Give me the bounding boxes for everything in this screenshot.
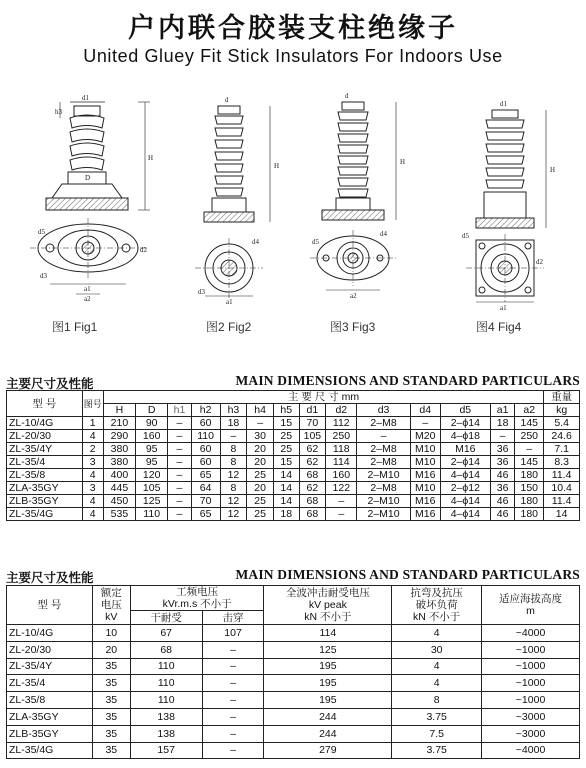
table-cell: 15 <box>273 456 299 469</box>
model-cell: ZLB-35GY <box>7 725 93 742</box>
col-header-model: 型 号 <box>7 586 93 625</box>
table-cell: 195 <box>264 692 392 709</box>
fig1-label-a1: a1 <box>84 285 91 293</box>
table-cell: 112 <box>326 417 357 430</box>
table-cell: 25 <box>247 469 274 482</box>
fig2-drawing <box>195 106 270 298</box>
table-cell: 46 <box>490 469 514 482</box>
table-cell: 105 <box>299 430 326 443</box>
table-cell: 46 <box>490 508 514 521</box>
table-cell: 118 <box>326 443 357 456</box>
col-header-h4: h4 <box>247 404 274 417</box>
table-cell: 4–ϕ14 <box>440 495 490 508</box>
col-header-a1: a1 <box>490 404 514 417</box>
table-cell: – <box>168 495 191 508</box>
table-cell: 122 <box>326 482 357 495</box>
table-cell: 20 <box>247 443 274 456</box>
table-row <box>7 725 580 742</box>
model-cell: ZL-20/30 <box>7 430 83 443</box>
model-cell: ZL-35/4G <box>7 508 83 521</box>
table-cell: 35 <box>92 742 130 759</box>
bending-line-3: kN 不小于 <box>413 611 461 623</box>
page-title-cn: 户内联合胶装支柱绝缘子 <box>128 13 458 44</box>
table-cell: 46 <box>490 495 514 508</box>
figures-area <box>0 88 586 350</box>
table-cell: 14 <box>273 482 299 495</box>
table-cell: 138 <box>130 708 202 725</box>
table-cell: 5.4 <box>544 417 580 430</box>
table-cell: 125 <box>136 495 168 508</box>
table-cell: 2–M8 <box>357 482 410 495</box>
table-cell: M10 <box>410 482 440 495</box>
table-cell: 10.4 <box>544 482 580 495</box>
table-cell: 18 <box>490 417 514 430</box>
table-cell: 125 <box>264 641 392 658</box>
table-cell: ~1000 <box>482 675 580 692</box>
fig1-label-d1: d1 <box>82 94 89 102</box>
fig1-label-d2: d2 <box>140 246 147 254</box>
table-cell: 90 <box>136 417 168 430</box>
table2-section-title-cn: 主要尺寸及性能 <box>6 570 94 585</box>
table-cell: 114 <box>264 625 392 642</box>
table-cell: 279 <box>264 742 392 759</box>
table-cell: 2–M10 <box>357 495 410 508</box>
table-cell: 35 <box>92 708 130 725</box>
table-cell: 62 <box>299 443 326 456</box>
col-header-d4: d4 <box>410 404 440 417</box>
table-cell: 20 <box>247 482 274 495</box>
table-cell: 2–M8 <box>357 417 410 430</box>
table-cell: – <box>202 675 264 692</box>
performance-table <box>6 585 580 759</box>
table-cell: 2 <box>82 443 103 456</box>
model-cell: ZL-35/8 <box>7 692 93 709</box>
table-cell: 30 <box>247 430 274 443</box>
fig2-caption: 图2 Fig2 <box>206 320 252 334</box>
col-header-h5: h5 <box>273 404 299 417</box>
fig2-label-H: H <box>274 162 280 170</box>
table-cell: 2–ϕ14 <box>440 417 490 430</box>
table-cell: – <box>202 708 264 725</box>
table-cell: ~4000 <box>482 625 580 642</box>
table-cell: – <box>202 692 264 709</box>
table-cell: 250 <box>326 430 357 443</box>
col-header-D: D <box>136 404 168 417</box>
model-cell: ZLB-35GY <box>7 495 83 508</box>
table-cell: 65 <box>191 469 220 482</box>
col-header-kg: kg <box>544 404 580 417</box>
table-cell: 2–M8 <box>357 456 410 469</box>
table-cell: 244 <box>264 725 392 742</box>
table-cell: 36 <box>490 443 514 456</box>
table-cell: ~1000 <box>482 692 580 709</box>
table-row <box>7 456 580 469</box>
table-row <box>7 443 580 456</box>
fig3-label-a2: a2 <box>350 292 357 300</box>
table-cell: 70 <box>191 495 220 508</box>
table-cell: 14 <box>544 508 580 521</box>
table-cell: 60 <box>191 456 220 469</box>
fig2-label-a1: a1 <box>226 298 233 306</box>
col-header-d2: d2 <box>326 404 357 417</box>
table-cell: 60 <box>191 443 220 456</box>
altitude-line-2: m <box>526 605 535 617</box>
col-header-model: 型 号 <box>7 391 83 417</box>
col-header-puncture: 击穿 <box>202 611 264 625</box>
table-cell: 35 <box>92 658 130 675</box>
table-row <box>7 692 580 709</box>
table-cell: 65 <box>191 508 220 521</box>
fig4-drawing <box>466 110 546 302</box>
table-cell: – <box>168 469 191 482</box>
fig1-label-d3: d3 <box>40 272 47 280</box>
table-cell: 150 <box>515 482 544 495</box>
fig1-label-H: H <box>148 154 154 162</box>
table-cell: 7.1 <box>544 443 580 456</box>
table-cell: M16 <box>440 443 490 456</box>
fig2-label-d: d <box>225 96 229 104</box>
impulse-line-2: kV peak <box>308 599 347 611</box>
table-cell: 2–ϕ12 <box>440 482 490 495</box>
table-cell: 145 <box>515 456 544 469</box>
table-cell: – <box>168 430 191 443</box>
table-cell: 14 <box>273 469 299 482</box>
table-cell: 3 <box>82 456 103 469</box>
table-cell: 95 <box>136 456 168 469</box>
table-row <box>7 469 580 482</box>
table-cell: 195 <box>264 675 392 692</box>
table-cell: 70 <box>299 417 326 430</box>
table-cell: 14 <box>273 495 299 508</box>
col-header-figure: 图号 <box>82 391 103 417</box>
table-cell: 18 <box>273 508 299 521</box>
table-cell: – <box>220 430 247 443</box>
fig3-label-d4: d4 <box>380 230 387 238</box>
table-cell: 4–ϕ14 <box>440 508 490 521</box>
table-cell: 3.75 <box>392 742 482 759</box>
performance-table-body <box>7 625 580 759</box>
rated-voltage-line-1: 额定 <box>100 587 122 599</box>
model-cell: ZL-10/4G <box>7 417 83 430</box>
rated-voltage-line-3: kV <box>105 611 118 623</box>
table-cell: ~1000 <box>482 641 580 658</box>
bending-line-1: 抗弯及抗压 <box>410 587 463 599</box>
table-cell: – <box>202 725 264 742</box>
table-cell: 12 <box>220 508 247 521</box>
table-cell: 10 <box>92 625 130 642</box>
col-header-d3: d3 <box>357 404 410 417</box>
table-cell: 62 <box>299 456 326 469</box>
page-title-en: United Gluey Fit Stick Insulators For Indoors Use <box>83 46 503 66</box>
col-header-a2: a2 <box>515 404 544 417</box>
table-cell: 120 <box>136 469 168 482</box>
table-cell: 4 <box>82 430 103 443</box>
table-cell: 35 <box>92 692 130 709</box>
table-cell: M16 <box>410 469 440 482</box>
table-cell: 110 <box>130 675 202 692</box>
col-header-power-freq <box>130 586 264 611</box>
table-cell: M20 <box>410 430 440 443</box>
model-cell: ZLA-35GY <box>7 708 93 725</box>
table-row <box>7 495 580 508</box>
table-cell: 244 <box>264 708 392 725</box>
table-cell: 180 <box>515 508 544 521</box>
table-cell: 107 <box>202 625 264 642</box>
table-cell: 15 <box>273 417 299 430</box>
table1-section-title-cn: 主要尺寸及性能 <box>6 376 94 391</box>
fig1-drawing <box>30 102 150 294</box>
table-cell: 445 <box>103 482 135 495</box>
altitude-line-1: 适应海拔高度 <box>499 593 563 605</box>
model-cell: ZL-35/4 <box>7 456 83 469</box>
table-cell: 25 <box>273 443 299 456</box>
table-cell: 67 <box>130 625 202 642</box>
rated-voltage-line-2: 电压 <box>100 599 122 611</box>
table-cell: 1 <box>82 417 103 430</box>
fig1-label-h3: h3 <box>55 108 62 116</box>
table-cell: 2–M10 <box>357 508 410 521</box>
table-cell: 110 <box>130 658 202 675</box>
table-cell: – <box>168 508 191 521</box>
table-cell: M16 <box>410 495 440 508</box>
table-cell: 4 <box>82 495 103 508</box>
table-cell: – <box>326 508 357 521</box>
table-cell: – <box>168 443 191 456</box>
table-cell: 180 <box>515 469 544 482</box>
power-freq-line-1: 工频电压 <box>176 586 219 598</box>
fig4-label-d5: d5 <box>462 232 469 240</box>
col-header-h3: h3 <box>220 404 247 417</box>
table-row <box>7 658 580 675</box>
fig4-label-a1: a1 <box>500 304 507 312</box>
fig4-label-d2: d2 <box>536 258 543 266</box>
table-cell: 400 <box>103 469 135 482</box>
insulator-drawings <box>0 88 586 350</box>
table-row <box>7 625 580 642</box>
table-cell: 110 <box>130 692 202 709</box>
table-cell: 25 <box>247 495 274 508</box>
table-cell: 180 <box>515 495 544 508</box>
table-cell: 4 <box>82 469 103 482</box>
table-row <box>7 675 580 692</box>
table-cell: – <box>357 430 410 443</box>
col-header-dry: 干耐受 <box>130 611 202 625</box>
table-cell: 7.5 <box>392 725 482 742</box>
col-header-altitude <box>482 586 580 625</box>
fig4-caption: 图4 Fig4 <box>476 320 522 334</box>
table-cell: 11.4 <box>544 469 580 482</box>
model-cell: ZL-35/4Y <box>7 443 83 456</box>
table-cell: 4 <box>392 675 482 692</box>
table-cell: ~4000 <box>482 742 580 759</box>
fig1-label-D: D <box>85 174 91 182</box>
table-cell: 30 <box>392 641 482 658</box>
table-cell: – <box>168 456 191 469</box>
col-header-weight: 重量 <box>544 391 580 404</box>
model-cell: ZL-10/4G <box>7 625 93 642</box>
table-cell: 25 <box>273 430 299 443</box>
table-cell: 35 <box>92 675 130 692</box>
table-row <box>7 742 580 759</box>
bending-line-2: 破坏负荷 <box>415 599 458 611</box>
dimensions-table-body <box>7 417 580 521</box>
table-cell: 8.3 <box>544 456 580 469</box>
col-header-main-dims: 主 要 尺 寸 mm <box>103 391 543 404</box>
table-cell: 68 <box>299 469 326 482</box>
fig4-label-H: H <box>550 166 556 174</box>
table-cell: 290 <box>103 430 135 443</box>
table-cell: 380 <box>103 456 135 469</box>
col-header-impulse <box>264 586 392 625</box>
table-row <box>7 641 580 658</box>
table-row <box>7 482 580 495</box>
fig4-label-d1: d1 <box>500 100 507 108</box>
table-cell: M10 <box>410 443 440 456</box>
table-cell: 4 <box>392 625 482 642</box>
table-cell: – <box>202 641 264 658</box>
fig1-label-d5: d5 <box>38 228 45 236</box>
table-cell: 64 <box>191 482 220 495</box>
table-cell: 95 <box>136 443 168 456</box>
table-cell: 450 <box>103 495 135 508</box>
col-header-H: H <box>103 404 135 417</box>
table-cell: 62 <box>299 482 326 495</box>
table-cell: – <box>247 417 274 430</box>
table-cell: 4–ϕ18 <box>440 430 490 443</box>
table-cell: 138 <box>130 725 202 742</box>
fig1-caption: 图1 Fig1 <box>52 320 98 334</box>
table-cell: 12 <box>220 495 247 508</box>
table2-section-title-en: MAIN DIMENSIONS AND STANDARD PARTICULARS <box>235 567 580 582</box>
table-cell: 157 <box>130 742 202 759</box>
fig3-caption: 图3 Fig3 <box>330 320 376 334</box>
table-cell: – <box>168 482 191 495</box>
table-cell: 35 <box>92 725 130 742</box>
table-cell: 4 <box>392 658 482 675</box>
table-cell: 110 <box>136 508 168 521</box>
col-header-h1: h1 <box>168 404 191 417</box>
table-cell: 8 <box>220 482 247 495</box>
table-cell: M10 <box>410 456 440 469</box>
fig2-label-d3: d3 <box>198 288 205 296</box>
table-row <box>7 417 580 430</box>
table-cell: ~1000 <box>482 658 580 675</box>
table-cell: – <box>202 742 264 759</box>
table-cell: 2–M10 <box>357 469 410 482</box>
table-cell: 210 <box>103 417 135 430</box>
table-cell: – <box>490 430 514 443</box>
table-cell: 60 <box>191 417 220 430</box>
table-cell: – <box>515 443 544 456</box>
table-cell: 160 <box>326 469 357 482</box>
col-header-d5: d5 <box>440 404 490 417</box>
table-cell: 36 <box>490 482 514 495</box>
table-cell: 36 <box>490 456 514 469</box>
table1-section-title-en: MAIN DIMENSIONS AND STANDARD PARTICULARS <box>235 373 580 388</box>
table-cell: 2–ϕ14 <box>440 456 490 469</box>
model-cell: ZL-35/8 <box>7 469 83 482</box>
table-cell: 3 <box>82 482 103 495</box>
table-cell: ~3000 <box>482 708 580 725</box>
table-cell: M16 <box>410 508 440 521</box>
dimensions-table <box>6 390 580 521</box>
table-cell: 20 <box>247 456 274 469</box>
table-cell: 145 <box>515 417 544 430</box>
model-cell: ZL-35/4Y <box>7 658 93 675</box>
table-cell: 8 <box>220 443 247 456</box>
table-cell: 105 <box>136 482 168 495</box>
table-row <box>7 508 580 521</box>
table-cell: 24.6 <box>544 430 580 443</box>
col-header-rated-voltage <box>92 586 130 625</box>
table-cell: 535 <box>103 508 135 521</box>
table-cell: – <box>168 417 191 430</box>
table-cell: 4–ϕ14 <box>440 469 490 482</box>
model-cell: ZL-35/4 <box>7 675 93 692</box>
table-cell: – <box>410 417 440 430</box>
power-freq-line-2: kVr.m.s 不小于 <box>162 598 232 610</box>
table-cell: 68 <box>299 508 326 521</box>
col-header-d1: d1 <box>299 404 326 417</box>
model-cell: ZLA-35GY <box>7 482 83 495</box>
table-cell: 160 <box>136 430 168 443</box>
table-cell: 195 <box>264 658 392 675</box>
table-cell: 68 <box>299 495 326 508</box>
table-row <box>7 430 580 443</box>
table-cell: 2–M8 <box>357 443 410 456</box>
table-cell: 110 <box>191 430 220 443</box>
impulse-line-1: 全波冲击耐受电压 <box>285 587 370 599</box>
table-cell: 18 <box>220 417 247 430</box>
table-row <box>7 708 580 725</box>
fig2-label-d4: d4 <box>252 238 259 246</box>
fig3-label-d5: d5 <box>312 238 319 246</box>
table-cell: 8 <box>220 456 247 469</box>
fig1-label-a2: a2 <box>84 295 91 303</box>
col-header-bending <box>392 586 482 625</box>
table-cell: 380 <box>103 443 135 456</box>
model-cell: ZL-35/4G <box>7 742 93 759</box>
table-cell: 25 <box>247 508 274 521</box>
table-cell: 12 <box>220 469 247 482</box>
table-cell: – <box>326 495 357 508</box>
table-cell: 68 <box>130 641 202 658</box>
table-cell: – <box>202 658 264 675</box>
table-cell: 11.4 <box>544 495 580 508</box>
model-cell: ZL-20/30 <box>7 641 93 658</box>
table-cell: ~3000 <box>482 725 580 742</box>
table-cell: 114 <box>326 456 357 469</box>
fig3-label-H: H <box>400 158 406 166</box>
table-cell: 8 <box>392 692 482 709</box>
col-header-h2: h2 <box>191 404 220 417</box>
table-cell: 4 <box>82 508 103 521</box>
fig3-label-d: d <box>345 92 349 100</box>
table-cell: 20 <box>92 641 130 658</box>
fig3-drawing <box>310 102 396 290</box>
table-cell: 250 <box>515 430 544 443</box>
impulse-line-3: kN 不小于 <box>304 611 352 623</box>
table-cell: 3.75 <box>392 708 482 725</box>
